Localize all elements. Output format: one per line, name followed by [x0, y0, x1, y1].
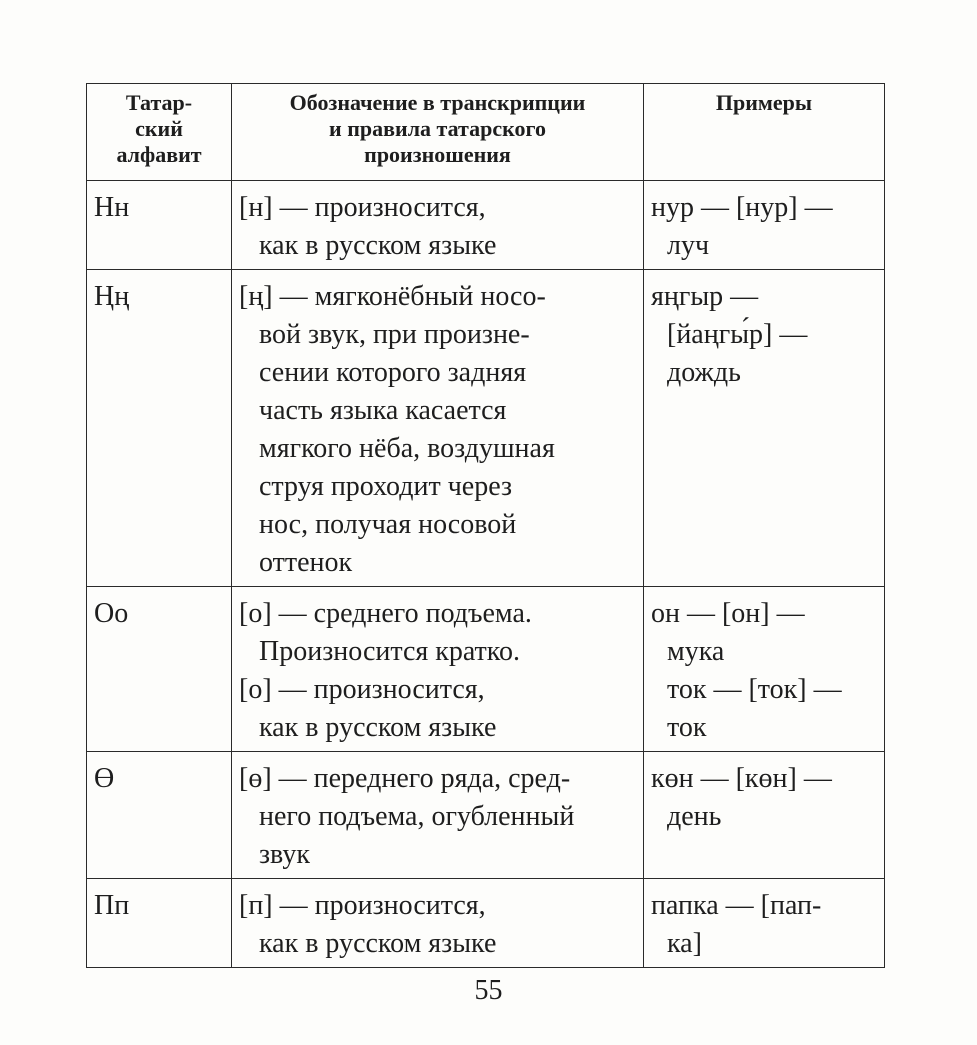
- rule-line: мягкого нёба, воздушная: [259, 433, 555, 464]
- example-line: мука: [667, 636, 725, 667]
- example-line: дождь: [667, 357, 741, 388]
- table-row: [87, 587, 885, 752]
- rule-cell: [232, 879, 644, 968]
- header-text: Примеры: [715, 90, 813, 115]
- rule-line: [п] — произносится,: [239, 890, 486, 921]
- rule-line: Произносится кратко.: [259, 636, 520, 667]
- example-line: [йаңгы́р] —: [667, 319, 808, 350]
- letter-cell: Ө: [87, 752, 232, 879]
- example-cell: [644, 587, 885, 752]
- rule-line: сении которого задняя: [259, 357, 527, 388]
- table-row: [87, 879, 885, 968]
- table-row: [87, 181, 885, 270]
- rule-line: [о] — произносится,: [239, 674, 485, 705]
- rule-line: струя проходит через: [259, 471, 513, 502]
- example-line: ка]: [667, 928, 702, 959]
- header-text: произношения: [364, 142, 511, 167]
- rule-line: [ө] — переднего ряда, сред-: [239, 763, 571, 794]
- example-line: он — [он] —: [651, 598, 805, 629]
- rule-line: часть языка касается: [259, 395, 507, 426]
- rule-cell: [232, 181, 644, 270]
- example-cell: [644, 879, 885, 968]
- rule-line: как в русском языке: [259, 712, 497, 743]
- rule-line: звук: [259, 839, 310, 870]
- example-line: ток — [ток] —: [667, 674, 842, 705]
- header-text: ский: [135, 116, 183, 141]
- rule-cell: [232, 587, 644, 752]
- letter-cell: Пп: [87, 879, 232, 968]
- table-header-row: [87, 84, 885, 181]
- letter-cell: Оо: [87, 587, 232, 752]
- rule-cell: [232, 752, 644, 879]
- rule-line: [ң] — мягконёбный носо-: [239, 281, 546, 312]
- example-cell: [644, 181, 885, 270]
- table-row: [87, 752, 885, 879]
- header-examples: [644, 84, 885, 181]
- example-line: яңгыр —: [651, 281, 759, 312]
- header-text: алфавит: [116, 142, 202, 167]
- example-cell: [644, 752, 885, 879]
- example-line: ток: [667, 712, 707, 743]
- rule-cell: [232, 270, 644, 587]
- rule-line: [о] — среднего подъема.: [239, 598, 532, 629]
- alphabet-table: [86, 83, 885, 968]
- example-line: день: [667, 801, 722, 832]
- rule-line: как в русском языке: [259, 928, 497, 959]
- header-text: Обозначение в транскрипции: [289, 90, 586, 115]
- letter-cell: Нн: [87, 181, 232, 270]
- example-line: көн — [көн] —: [651, 763, 832, 794]
- page-number: 55: [474, 975, 503, 1006]
- header-text: и правила татарского: [329, 116, 546, 141]
- header-text: Татар-: [125, 90, 193, 115]
- example-line: папка — [пап-: [651, 890, 822, 921]
- rule-line: [н] — произносится,: [239, 192, 486, 223]
- rule-line: вой звук, при произне-: [259, 319, 530, 350]
- header-transcription: [232, 84, 644, 181]
- example-line: луч: [667, 230, 710, 261]
- rule-line: как в русском языке: [259, 230, 497, 261]
- header-alphabet: [87, 84, 232, 181]
- table-row: [87, 270, 885, 587]
- rule-line: него подъема, огубленный: [259, 801, 575, 832]
- rule-line: нос, получая носовой: [259, 509, 517, 540]
- letter-cell: Ңң: [87, 270, 232, 587]
- rule-line: оттенок: [259, 547, 353, 578]
- example-cell: [644, 270, 885, 587]
- example-line: нур — [нур] —: [651, 192, 833, 223]
